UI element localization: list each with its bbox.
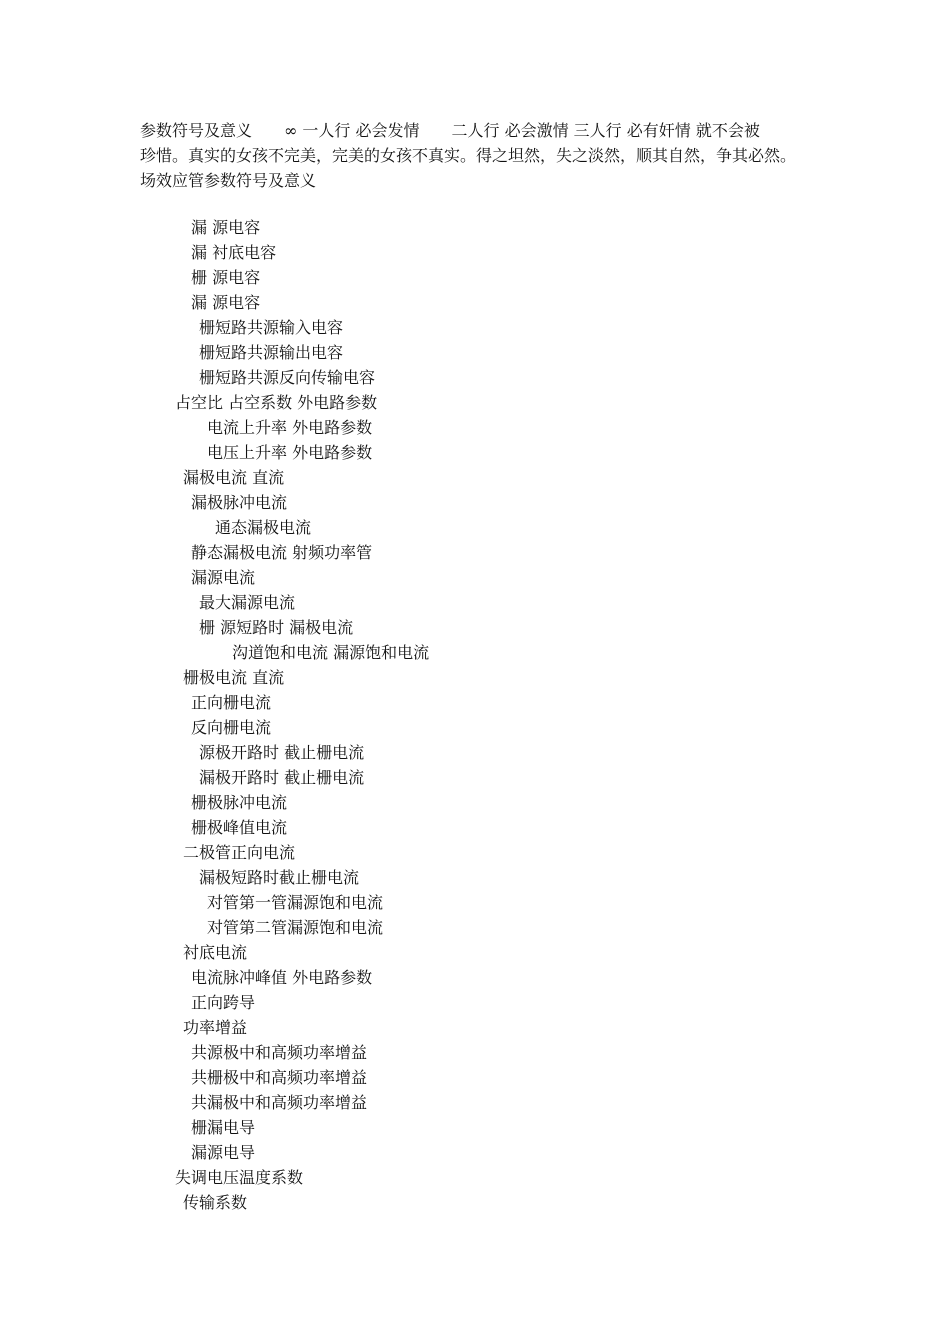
parameter-entry: 源极开路时 截止栅电流 bbox=[199, 743, 365, 762]
intro-line-1: 参数符号及意义 ∞ 一人行 必会发情 二人行 必会激情 三人行 必有奸情 就不会被 bbox=[140, 121, 760, 140]
parameter-entry: 电压上升率 外电路参数 bbox=[207, 443, 373, 462]
parameter-entry: 沟道饱和电流 漏源饱和电流 bbox=[232, 643, 430, 662]
section-title: 场效应管参数符号及意义 bbox=[140, 171, 317, 190]
parameter-entry: 传输系数 bbox=[183, 1193, 248, 1212]
parameter-entry: 共漏极中和高频功率增益 bbox=[191, 1093, 368, 1112]
parameter-entry: 漏极开路时 截止栅电流 bbox=[199, 768, 365, 787]
parameter-entry: 对管第二管漏源饱和电流 bbox=[207, 918, 384, 937]
parameter-entry: 电流脉冲峰值 外电路参数 bbox=[191, 968, 373, 987]
parameter-entry: 栅极脉冲电流 bbox=[191, 793, 288, 812]
parameter-list bbox=[0, 215, 950, 1215]
parameter-entry: 电流上升率 外电路参数 bbox=[207, 418, 373, 437]
parameter-entry: 正向跨导 bbox=[191, 993, 256, 1012]
parameter-entry: 栅极电流 直流 bbox=[183, 668, 285, 687]
parameter-entry: 栅短路共源输入电容 bbox=[199, 318, 344, 337]
parameter-entry: 共栅极中和高频功率增益 bbox=[191, 1068, 368, 1087]
parameter-entry: 共源极中和高频功率增益 bbox=[191, 1043, 368, 1062]
parameter-entry: 漏极电流 直流 bbox=[183, 468, 285, 487]
parameter-entry: 栅漏电导 bbox=[191, 1118, 256, 1137]
parameter-entry: 二极管正向电流 bbox=[183, 843, 296, 862]
parameter-entry: 栅 源电容 bbox=[191, 268, 261, 287]
parameter-entry: 栅极峰值电流 bbox=[191, 818, 288, 837]
parameter-entry: 漏 源电容 bbox=[191, 293, 261, 312]
parameter-entry: 漏极短路时截止栅电流 bbox=[199, 868, 360, 887]
parameter-entry: 最大漏源电流 bbox=[199, 593, 296, 612]
intro-paragraph bbox=[140, 118, 840, 193]
parameter-entry: 栅短路共源反向传输电容 bbox=[199, 368, 376, 387]
parameter-entry: 静态漏极电流 射频功率管 bbox=[191, 543, 373, 562]
parameter-entry: 衬底电流 bbox=[183, 943, 248, 962]
parameter-entry: 占空比 占空系数 外电路参数 bbox=[175, 393, 378, 412]
intro-line-2: 珍惜。真实的女孩不完美，完美的女孩不真实。得之坦然，失之淡然，顺其自然，争其必然。 bbox=[140, 146, 797, 165]
parameter-entry: 漏源电流 bbox=[191, 568, 256, 587]
parameter-entry: 失调电压温度系数 bbox=[175, 1168, 304, 1187]
parameter-entry: 栅 源短路时 漏极电流 bbox=[199, 618, 354, 637]
parameter-entry: 栅短路共源输出电容 bbox=[199, 343, 344, 362]
parameter-entry: 反向栅电流 bbox=[191, 718, 272, 737]
parameter-entry: 漏源电导 bbox=[191, 1143, 256, 1162]
parameter-entry: 漏 衬底电容 bbox=[191, 243, 277, 262]
parameter-entry: 功率增益 bbox=[183, 1018, 248, 1037]
parameter-entry: 漏 源电容 bbox=[191, 218, 261, 237]
parameter-entry: 漏极脉冲电流 bbox=[191, 493, 288, 512]
parameter-entry: 正向栅电流 bbox=[191, 693, 272, 712]
parameter-entry: 对管第一管漏源饱和电流 bbox=[207, 893, 384, 912]
parameter-entry: 通态漏极电流 bbox=[215, 518, 312, 537]
